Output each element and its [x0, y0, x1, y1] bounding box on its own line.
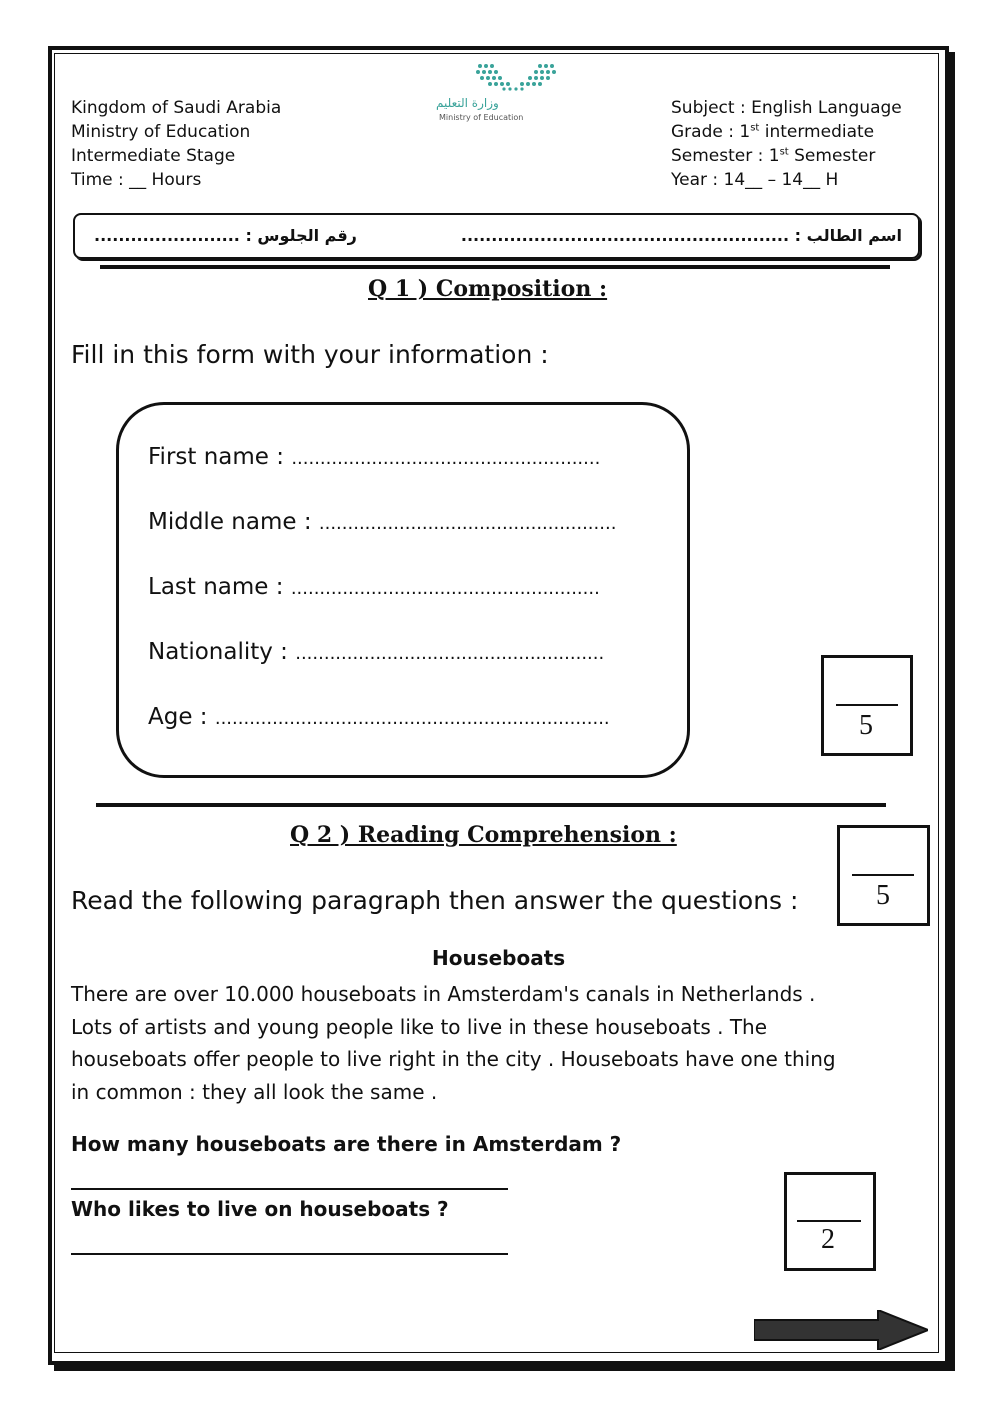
passage-line: in common : they all look the same .: [71, 1079, 438, 1104]
questions-score-value: 2: [821, 1224, 835, 1255]
logo-english-text: Ministry of Education: [439, 113, 524, 122]
divider: [100, 265, 890, 269]
logo-arabic-text: وزارة التعليم: [436, 96, 499, 110]
answer-line-2[interactable]: [71, 1253, 508, 1255]
passage-text: [71, 978, 916, 1108]
form-nationality-label: Nationality :: [148, 639, 288, 665]
passage-line: Lots of artists and young people like to live in these houseboats . The: [71, 1014, 768, 1039]
header-semester: Semester : 1st Semester: [671, 146, 876, 166]
header-year: Year : 14__ – 14__ H: [671, 170, 839, 190]
questions-score-line: [797, 1220, 861, 1222]
header-country: Kingdom of Saudi Arabia: [71, 98, 282, 118]
q2-title: Q 2 ) Reading Comprehension :: [290, 822, 677, 848]
form-first-name-label: First name :: [148, 444, 285, 470]
student-name-dots: ......................................................: [460, 226, 790, 245]
question-1: How many houseboats are there in Amsterdam ?: [71, 1132, 622, 1156]
passage-line: There are over 10.000 houseboats in Amsterdam's canals in Netherlands .: [71, 982, 816, 1006]
header-time: Time : __ Hours: [71, 170, 202, 190]
form-first-name-dots: ......................................................: [291, 448, 601, 469]
q1-score-value: 5: [859, 710, 873, 741]
passage-title: Houseboats: [432, 946, 566, 970]
q1-instruction: Fill in this form with your information :: [71, 340, 549, 369]
form-nationality-dots: ......................................................: [295, 643, 605, 664]
passage-line: houseboats offer people to live right in the city . Houseboats have one thing: [71, 1047, 836, 1071]
form-middle-name[interactable]: [148, 509, 616, 535]
header-grade: Grade : 1st intermediate: [671, 122, 875, 142]
form-age[interactable]: [148, 704, 610, 730]
answer-line-1[interactable]: [71, 1188, 508, 1190]
q2-score-line: [852, 874, 914, 876]
form-first-name[interactable]: [148, 444, 600, 470]
form-nationality[interactable]: [148, 639, 604, 665]
q1-score-box: [821, 655, 913, 756]
header-stage: Intermediate Stage: [71, 146, 236, 166]
header-ministry: Ministry of Education: [71, 122, 251, 142]
arrow-right-icon: [754, 1310, 928, 1350]
question-2: Who likes to live on houseboats ?: [71, 1197, 449, 1221]
student-name-field[interactable]: [461, 226, 902, 245]
divider: [96, 803, 886, 807]
seat-number-field[interactable]: [94, 226, 357, 245]
form-last-name-label: Last name :: [148, 574, 284, 600]
seat-number-label: رقم الجلوس :: [245, 226, 357, 245]
form-last-name-dots: ......................................................: [290, 578, 600, 599]
header-left: [71, 96, 281, 192]
form-last-name[interactable]: [148, 574, 600, 600]
q1-score-line: [836, 704, 898, 706]
form-age-dots: .....................................................................: [214, 708, 610, 729]
form-age-label: Age :: [148, 704, 208, 730]
questions-score-box: [784, 1172, 876, 1271]
q2-instruction: Read the following paragraph then answer the questions :: [71, 886, 799, 915]
student-name-label: اسم الطالب :: [794, 226, 902, 245]
seat-number-dots: ........................: [94, 226, 240, 245]
header-right: [671, 96, 902, 192]
q1-title: Q 1 ) Composition :: [368, 276, 608, 302]
form-middle-name-label: Middle name :: [148, 509, 312, 535]
q2-score-value: 5: [876, 880, 890, 911]
form-middle-name-dots: ....................................................: [318, 513, 617, 534]
header-subject: Subject : English Language: [671, 98, 902, 118]
q2-score-box: [837, 825, 930, 926]
